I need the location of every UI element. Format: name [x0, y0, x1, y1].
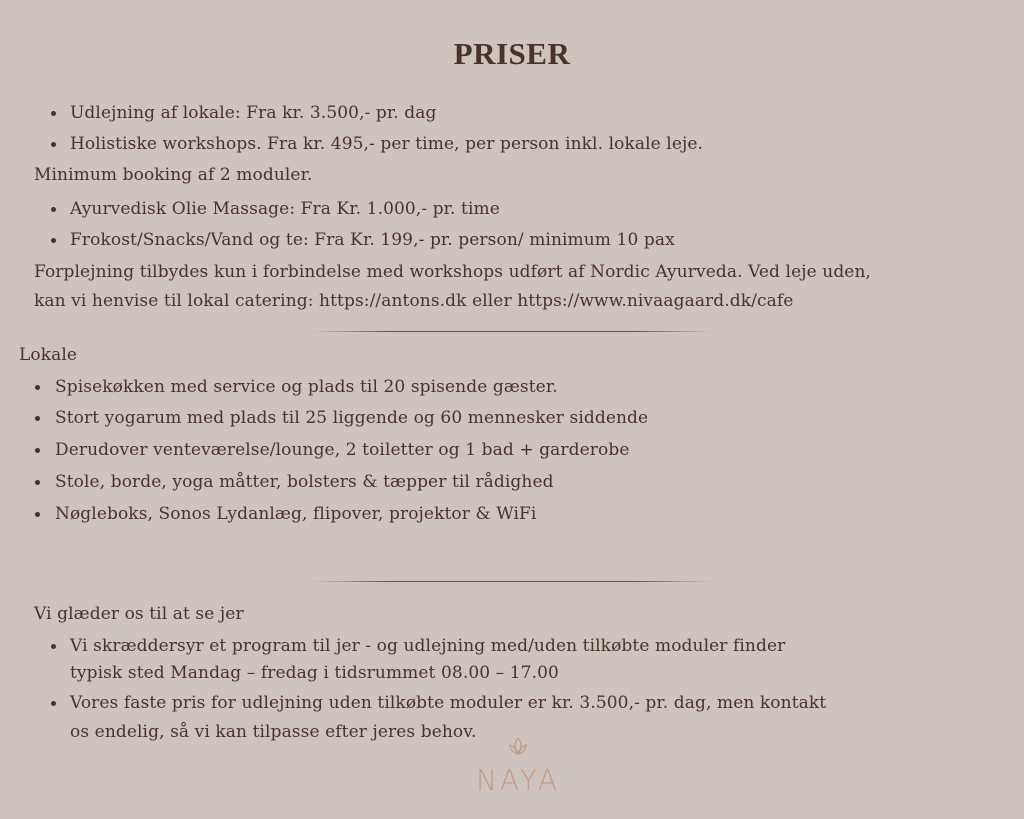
bullet-icon — [51, 111, 56, 116]
bullet-icon — [35, 512, 40, 517]
section-divider — [310, 581, 714, 582]
vi-glaeder-item-1-line-2: typisk sted Mandag – fredag i tidsrummet 08.00 – 17.00 — [70, 663, 559, 683]
lotus-leaf-icon — [507, 736, 529, 758]
priser-item-workshops: Holistiske workshops. Fra kr. 495,- per time, per person inkl. lokale leje. — [70, 134, 704, 154]
naya-logo-text: NAYA — [475, 763, 560, 798]
bullet-icon — [51, 238, 56, 243]
priser-note-minimum: Minimum booking af 2 moduler. — [34, 165, 313, 185]
bullet-icon — [35, 448, 40, 453]
bullet-icon — [35, 480, 40, 485]
vi-glaeder-item-1-line-1: Vi skræddersyr et program til jer - og udlejning med/uden tilkøbte moduler finder — [70, 636, 786, 656]
vi-glaeder-item-2-line-1: Vores faste pris for udlejning uden tilkøbte moduler er kr. 3.500,- pr. dag, men kontakt — [70, 693, 827, 713]
lokale-item: Spisekøkken med service og plads til 20 spisende gæster. — [55, 377, 558, 397]
bullet-icon — [51, 701, 56, 706]
bullet-icon — [51, 142, 56, 147]
bullet-icon — [35, 416, 40, 421]
priser-footer-line-1: Forplejning tilbydes kun i forbindelse med workshops udført af Nordic Ayurveda. Ved leje uden, — [34, 262, 872, 282]
lokale-item: Stole, borde, yoga måtter, bolsters & tæpper til rådighed — [55, 472, 554, 492]
bullet-icon — [51, 207, 56, 212]
priser-item-frokost: Frokost/Snacks/Vand og te: Fra Kr. 199,- pr. person/ minimum 10 pax — [70, 230, 675, 250]
lokale-item: Nøgleboks, Sonos Lydanlæg, flipover, projektor & WiFi — [55, 504, 537, 524]
section-divider — [310, 331, 714, 332]
bullet-icon — [51, 644, 56, 649]
bullet-icon — [35, 385, 40, 390]
priser-item-massage: Ayurvedisk Olie Massage: Fra Kr. 1.000,- pr. time — [70, 199, 500, 219]
page-title: PRISER — [453, 36, 571, 71]
priser-item-udlejning: Udlejning af lokale: Fra kr. 3.500,- pr. dag — [70, 103, 437, 123]
vi-glaeder-item-2-line-2: os endelig, så vi kan tilpasse efter jeres behov. — [70, 722, 477, 742]
naya-logo — [470, 736, 566, 802]
vi-glaeder-heading: Vi glæder os til at se jer — [34, 604, 244, 624]
lokale-item: Derudover venteværelse/lounge, 2 toiletter og 1 bad + garderobe — [55, 440, 630, 460]
priser-footer-line-2: kan vi henvise til lokal catering: https://antons.dk eller https://www.nivaagaard.dk/cafe — [34, 291, 794, 311]
lokale-item: Stort yogarum med plads til 25 liggende og 60 mennesker siddende — [55, 408, 649, 428]
lokale-heading: Lokale — [19, 345, 78, 365]
